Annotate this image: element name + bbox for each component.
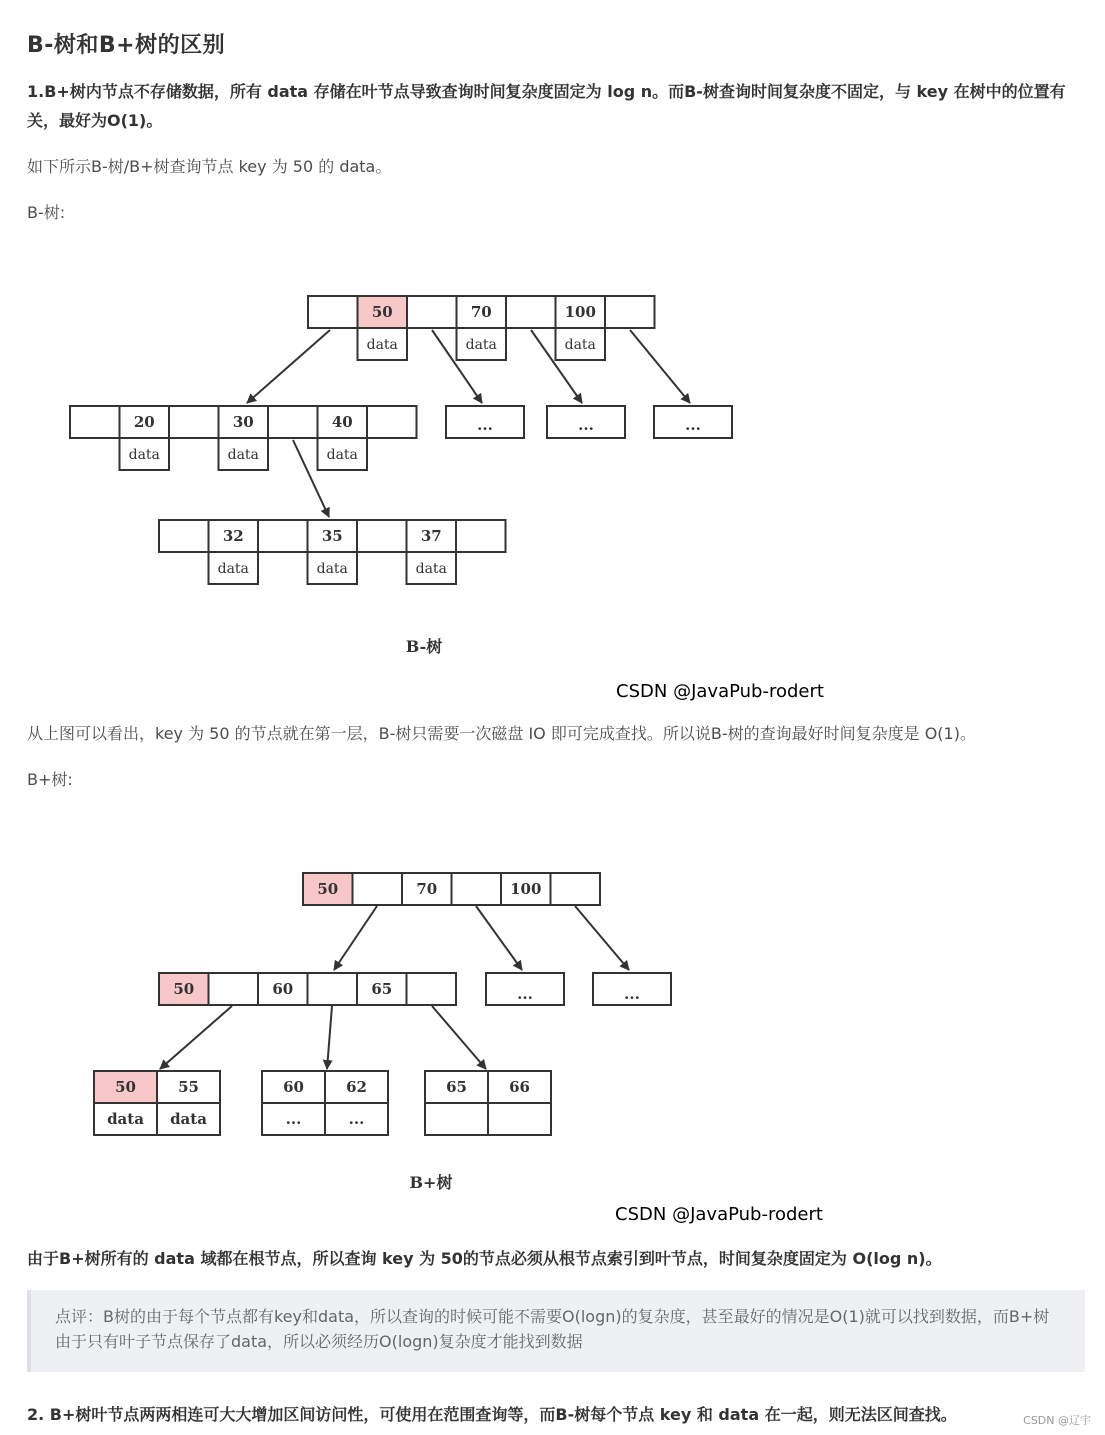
leaf-key-label: 66 <box>509 1078 530 1096</box>
leaf-data-label: data <box>170 1110 207 1128</box>
arrow <box>334 906 377 970</box>
key-label: 40 <box>331 413 353 431</box>
watermark: CSDN @JavaPub-rodert <box>616 681 824 702</box>
leaf-key-label: 62 <box>346 1078 367 1096</box>
review-quote: 点评：B树的由于每个节点都有key和data，所以查询的时候可能不需要O(logn)的复杂度，甚至最好的情况是O(1)就可以找到数据，而B+树由于只有叶子节点保存了data，所以必须经历O(logn)复杂度才能找到数据 <box>27 1290 1085 1372</box>
key-label: 30 <box>232 413 254 431</box>
ellipsis-label: ... <box>578 416 594 434</box>
arrow <box>575 906 629 970</box>
bplus-conclusion: 由于B+树所有的 data 域都在根节点，所以查询 key 为 50的节点必须从根节点索引到叶节点，时间复杂度固定为 O(log n)。 <box>27 1249 942 1268</box>
leaf-data-cell <box>488 1103 551 1135</box>
btree-label: B-树: <box>27 203 66 222</box>
key-label: 50 <box>317 880 339 898</box>
arrow <box>160 1006 232 1069</box>
pointer-cell <box>209 973 259 1005</box>
key-label: 100 <box>564 303 596 321</box>
intro-text: 如下所示B-树/B+树查询节点 key 为 50 的 data。 <box>27 157 392 176</box>
key-label: 65 <box>371 980 393 998</box>
key-label: 70 <box>470 303 492 321</box>
data-label: data <box>564 337 596 353</box>
bplus-caption: B+树 <box>409 1173 453 1192</box>
key-label: 100 <box>510 880 542 898</box>
data-label: data <box>465 337 497 353</box>
key-label: 20 <box>133 413 155 431</box>
btree-caption: B-树 <box>405 637 443 656</box>
leaf-data-label: ... <box>348 1110 365 1128</box>
bplus-root-node <box>303 873 600 905</box>
key-label: 32 <box>222 527 244 545</box>
leaf-data-label: data <box>107 1110 144 1128</box>
footer-credit: CSDN @辽宇 <box>1023 1414 1091 1427</box>
watermark: CSDN @JavaPub-rodert <box>615 1204 823 1225</box>
data-label: data <box>415 561 447 577</box>
key-label: 70 <box>416 880 438 898</box>
key-label: 50 <box>371 303 393 321</box>
arrow <box>476 906 522 970</box>
ellipsis-label: ... <box>517 985 533 1003</box>
ellipsis-label: ... <box>477 416 493 434</box>
btree-conclusion: 从上图可以看出，key 为 50 的节点就在第一层，B-树只需要一次磁盘 IO 即可完成查找。所以说B-树的查询最好时间复杂度是 O(1)。 <box>27 724 976 743</box>
arrow <box>432 1006 486 1069</box>
key-label: 50 <box>173 980 195 998</box>
bplus-leaf-nodes <box>94 1071 551 1135</box>
page-title: B-树和B+树的区别 <box>27 33 226 58</box>
data-label: data <box>316 561 348 577</box>
key-label: 60 <box>272 980 294 998</box>
pointer-cell <box>452 873 502 905</box>
data-label: data <box>217 561 249 577</box>
bplus-ellipsis-nodes <box>486 973 671 1005</box>
key-label: 37 <box>420 527 442 545</box>
data-label: data <box>326 447 358 463</box>
leaf-key-label: 60 <box>283 1078 304 1096</box>
data-label: data <box>227 447 259 463</box>
leaf-key-label: 65 <box>446 1078 467 1096</box>
point-1: 1.B+树内节点不存储数据，所有 data 存储在叶节点导致查询时间复杂度固定为 log n。而B-树查询时间复杂度不固定，与 key 在树中的位置有关，最好为O(1)。 <box>27 82 1066 130</box>
pointer-cell <box>308 973 358 1005</box>
bplus-level2-node <box>159 973 456 1005</box>
pointer-cell <box>353 873 403 905</box>
point-2: 2. B+树叶节点两两相连可大大增加区间访问性，可使用在范围查询等，而B-树每个节点 key 和 data 在一起，则无法区间查找。 <box>27 1405 957 1424</box>
data-label: data <box>128 447 160 463</box>
key-label: 35 <box>321 527 343 545</box>
ellipsis-label: ... <box>624 985 640 1003</box>
pointer-cell <box>407 973 457 1005</box>
leaf-key-label: 55 <box>178 1078 199 1096</box>
ellipsis-label: ... <box>685 416 701 434</box>
leaf-key-label: 50 <box>115 1078 136 1096</box>
leaf-data-label: ... <box>285 1110 302 1128</box>
arrow <box>327 1006 332 1069</box>
pointer-cell <box>551 873 601 905</box>
bplus-label: B+树: <box>27 770 73 789</box>
data-label: data <box>366 337 398 353</box>
leaf-data-cell <box>425 1103 488 1135</box>
